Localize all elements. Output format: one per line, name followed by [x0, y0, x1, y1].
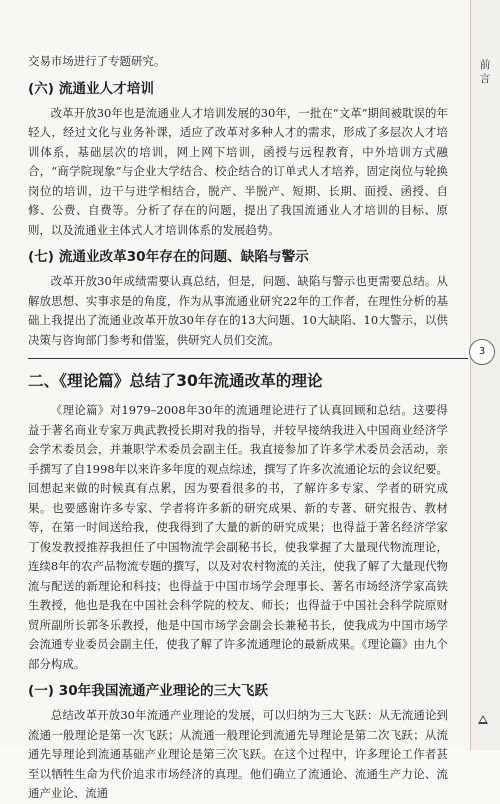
paragraph-0: 交易市场进行了专题研究。: [28, 54, 166, 68]
paragraph-talent-training: 改革开放30年也是流通业人才培训发展的30年，一批在“文革”期间被耽误的年轻人，经过文化与业务补课，适应了改革对多种人才的需求，形成了多层次人才培训体系，基础层次的培训，网上网下培训，函授与远程教育，中外培训方式融合，“商学院现象”与企业大学结合、校企结合的订单式人才培养，固定岗位与轮换岗位的培训，边干与进学相结合，脱产、半脱产、短期、长期、面授、函授、自修、公费、自费等。分析了存在的问题，提出了我国流通业人才培训的目标、原则，以及流通业主体式人才培训体系的发展趋势。: [28, 105, 448, 237]
section-divider: [28, 358, 468, 359]
subheading-three-leaps: (一) 30年我国流通产业理论的三大飞跃: [28, 683, 268, 699]
paragraph-three-leaps: 总结改革开放30年流通产业理论的发展，可以归纳为三大飞跃：从无流通论到流通一般理论是第一次飞跃；从流通一般理论到流通先导理论是第二次飞跃；从流通先导理论到流通基础产业理论是第三次飞跃。在这个过程中，许多理论工作者甚至以牺牲生命为代价追求市场经济的真理。他们确立了流通论、流通生产力论、流通产业论、流通: [28, 708, 448, 800]
paragraph-problems: 改革开放30年成绩需要认真总结，但是，问题、缺陷与警示也更需要总结。从解放思想、实事求是的角度，作为从事流通业研究22年的工作者，在理性分析的基础上我提出了流通业改革开放30年存在的13大问题、10大缺陷、10大警示，以供决策与咨询部门参考和借鉴，供研究人员们交流。: [28, 274, 448, 347]
document-body: [28, 52, 448, 804]
subheading-problems: (七) 流通业改革30年存在的问题、缺陷与警示: [28, 249, 309, 265]
triangle-marker-icon: [478, 715, 488, 724]
margin-strip: [470, 0, 500, 750]
page-number-badge: 3: [469, 339, 495, 365]
subheading-talent-training: (六) 流通业人才培训: [28, 80, 154, 97]
section-heading-theory: 二、《理论篇》总结了30年流通改革的理论: [28, 372, 323, 390]
side-label: 前言: [479, 59, 491, 85]
paragraph-theory: 《理论篇》对1979–2008年30年的流通理论进行了认真回顾和总结。这要得益于著名商业专家万典武教授长期对我的指导，并较早接纳我进入中国商业经济学会学术委员会，并兼职学术委员会副主任。我直接参加了许多学术委员会活动，亲手撰写了自1998年以来许多年度的观点综述，撰写了许多次流通论坛的会议纪要。回想起来做的时候真有点累，因为要看很多的书，了解许多专家、学者的研究成果。也要感谢许多专家、学者将许多新的研究成果、新的专著、研究报告、教材等，在第一时间送给我，使我得到了大量的新的研究成果；也得益于著名经济学家丁俊发教授推荐我担任了中国物流学会副秘书长，使我掌握了大量现代物流理论，连续8年的农产品物流专题的撰写，以及对农村物流的关注，使我了解了大量现代物流与配送的新理论和科技；也得益于中国市场学会理事长、著名市场经济学家高铁生教授，他也是我在中国社会科学院的校友、师长；也得益于中国社会科学院原财贸所副所长郭冬乐教授，他是中国市场学会副会长兼秘书长，使我成为中国市场学会流通专业委员会副主任，使我了解了许多流通理论的最新成果。《理论篇》由九个部分构成。: [28, 403, 448, 671]
